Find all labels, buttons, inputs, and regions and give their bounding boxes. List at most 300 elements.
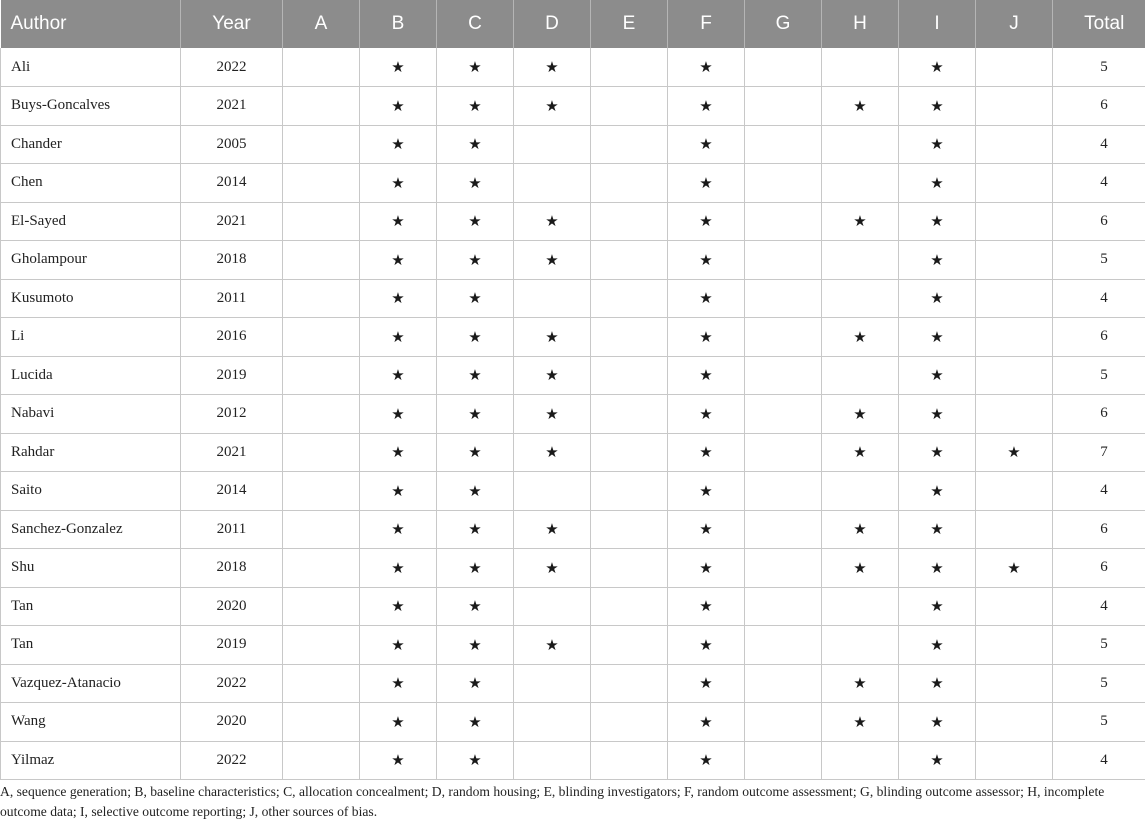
table-row [1,87,1145,126]
criterion-g-cell [745,48,822,87]
star-icon: ★ [853,674,867,693]
criterion-e-cell [591,279,668,318]
criterion-c-cell [437,395,514,434]
total-cell: 6 [1053,395,1145,434]
star-icon: ★ [930,443,944,462]
criterion-i-cell [899,48,976,87]
star-icon: ★ [930,674,944,693]
criterion-c-cell [437,510,514,549]
star-icon: ★ [930,212,944,231]
author-cell: Chen [1,164,181,203]
star-icon: ★ [699,135,713,154]
star-icon: ★ [545,212,559,231]
criterion-a-cell [283,87,360,126]
star-icon: ★ [468,58,482,76]
star-icon: ★ [391,751,405,770]
star-icon: ★ [699,481,713,500]
table-row [1,703,1145,742]
criterion-f-cell [668,164,745,203]
criterion-a-cell [283,356,360,395]
total-cell: 4 [1053,587,1145,626]
criterion-j-cell [976,703,1053,742]
table-row [1,433,1145,472]
criterion-j-cell [976,356,1053,395]
author-cell: Wang [1,703,181,742]
criterion-f-cell [668,549,745,588]
criterion-e-cell [591,87,668,126]
star-icon: ★ [545,96,559,115]
author-cell: El-Sayed [1,202,181,241]
total-cell: 4 [1053,125,1145,164]
table-row [1,318,1145,357]
criterion-d-cell [514,202,591,241]
author-cell: Nabavi [1,395,181,434]
criterion-j-cell [976,472,1053,511]
criterion-j-cell [976,549,1053,588]
star-icon: ★ [853,558,867,577]
criterion-i-cell [899,587,976,626]
year-cell: 2014 [181,164,283,203]
table-row [1,202,1145,241]
author-cell: Sanchez-Gonzalez [1,510,181,549]
star-icon: ★ [699,212,713,231]
column-header-i: I [899,0,976,48]
criterion-g-cell [745,318,822,357]
criterion-c-cell [437,125,514,164]
total-cell: 4 [1053,164,1145,203]
criterion-f-cell [668,87,745,126]
criterion-e-cell [591,318,668,357]
author-cell: Lucida [1,356,181,395]
criterion-g-cell [745,472,822,511]
criterion-g-cell [745,703,822,742]
criterion-c-cell [437,626,514,665]
total-cell: 5 [1053,664,1145,703]
criterion-j-cell [976,318,1053,357]
star-icon: ★ [468,751,482,770]
star-icon: ★ [853,520,867,539]
criterion-f-cell [668,510,745,549]
criterion-e-cell [591,48,668,87]
star-icon: ★ [545,635,559,654]
column-header-total: Total [1053,0,1145,48]
star-icon: ★ [468,135,482,154]
criterion-c-cell [437,356,514,395]
criterion-a-cell [283,318,360,357]
star-icon: ★ [468,289,482,308]
criterion-a-cell [283,664,360,703]
criterion-a-cell [283,741,360,780]
year-cell: 2018 [181,241,283,280]
criterion-j-cell [976,241,1053,280]
criterion-j-cell [976,164,1053,203]
criterion-a-cell [283,472,360,511]
star-icon: ★ [699,674,713,693]
star-icon: ★ [853,712,867,731]
star-icon: ★ [699,751,713,770]
criterion-d-cell [514,164,591,203]
criterion-h-cell [822,48,899,87]
star-icon: ★ [930,173,944,192]
star-icon: ★ [930,751,944,770]
star-icon: ★ [1007,558,1021,577]
criterion-a-cell [283,395,360,434]
criterion-i-cell [899,318,976,357]
table-row [1,472,1145,511]
criterion-i-cell [899,626,976,665]
criterion-i-cell [899,741,976,780]
criterion-i-cell [899,87,976,126]
criterion-h-cell [822,626,899,665]
criterion-e-cell [591,241,668,280]
criterion-e-cell [591,703,668,742]
table-header [1,0,1145,48]
criterion-i-cell [899,549,976,588]
star-icon: ★ [699,173,713,192]
criterion-c-cell [437,549,514,588]
criterion-f-cell [668,48,745,87]
criterion-e-cell [591,395,668,434]
star-icon: ★ [930,404,944,423]
criterion-j-cell [976,48,1053,87]
star-icon: ★ [545,58,559,76]
criterion-a-cell [283,433,360,472]
criterion-i-cell [899,433,976,472]
criterion-g-cell [745,164,822,203]
star-icon: ★ [391,212,405,231]
table-row [1,664,1145,703]
star-icon: ★ [930,712,944,731]
star-icon: ★ [930,558,944,577]
star-icon: ★ [545,327,559,346]
author-cell: Yilmaz [1,741,181,780]
year-cell: 2022 [181,741,283,780]
table-row [1,510,1145,549]
star-icon: ★ [930,327,944,346]
column-header-j: J [976,0,1053,48]
criterion-g-cell [745,549,822,588]
star-icon: ★ [468,366,482,385]
criterion-b-cell [360,48,437,87]
column-header-a: A [283,0,360,48]
criterion-e-cell [591,664,668,703]
criterion-b-cell [360,664,437,703]
star-icon: ★ [930,250,944,269]
criterion-c-cell [437,703,514,742]
author-cell: Ali [1,48,181,87]
author-cell: Tan [1,626,181,665]
column-header-f: F [668,0,745,48]
criterion-g-cell [745,587,822,626]
criterion-f-cell [668,472,745,511]
criterion-h-cell [822,741,899,780]
star-icon: ★ [391,404,405,423]
criterion-j-cell [976,433,1053,472]
criterion-f-cell [668,318,745,357]
star-icon: ★ [545,443,559,462]
year-cell: 2019 [181,356,283,395]
criterion-c-cell [437,472,514,511]
criterion-d-cell [514,395,591,434]
criterion-d-cell [514,87,591,126]
star-icon: ★ [699,443,713,462]
criterion-c-cell [437,202,514,241]
criterion-i-cell [899,241,976,280]
criterion-i-cell [899,395,976,434]
year-cell: 2011 [181,510,283,549]
star-icon: ★ [468,674,482,693]
criterion-i-cell [899,202,976,241]
star-icon: ★ [699,597,713,616]
criterion-f-cell [668,395,745,434]
criterion-j-cell [976,741,1053,780]
criterion-g-cell [745,125,822,164]
table-row [1,279,1145,318]
author-cell: Li [1,318,181,357]
criterion-b-cell [360,472,437,511]
author-cell: Rahdar [1,433,181,472]
column-header-g: G [745,0,822,48]
criterion-a-cell [283,626,360,665]
year-cell: 2011 [181,279,283,318]
star-icon: ★ [468,404,482,423]
criterion-g-cell [745,741,822,780]
star-icon: ★ [853,404,867,423]
star-icon: ★ [468,173,482,192]
criterion-h-cell [822,125,899,164]
criterion-e-cell [591,510,668,549]
criterion-d-cell [514,241,591,280]
criterion-b-cell [360,549,437,588]
criterion-d-cell [514,356,591,395]
table-row [1,125,1145,164]
star-icon: ★ [699,366,713,385]
table-row [1,549,1145,588]
criterion-d-cell [514,510,591,549]
star-icon: ★ [699,558,713,577]
criterion-e-cell [591,125,668,164]
criterion-c-cell [437,433,514,472]
criterion-h-cell [822,433,899,472]
total-cell: 5 [1053,626,1145,665]
star-icon: ★ [930,520,944,539]
star-icon: ★ [468,96,482,115]
column-header-c: C [437,0,514,48]
year-cell: 2022 [181,48,283,87]
star-icon: ★ [545,520,559,539]
criterion-h-cell [822,279,899,318]
star-icon: ★ [391,712,405,731]
column-header-d: D [514,0,591,48]
criterion-c-cell [437,741,514,780]
total-cell: 6 [1053,510,1145,549]
criterion-i-cell [899,510,976,549]
criterion-d-cell [514,549,591,588]
star-icon: ★ [468,558,482,577]
author-cell: Chander [1,125,181,164]
column-header-author: Author [1,0,181,48]
star-icon: ★ [391,597,405,616]
criterion-b-cell [360,241,437,280]
star-icon: ★ [468,712,482,731]
star-icon: ★ [391,250,405,269]
star-icon: ★ [699,250,713,269]
criterion-c-cell [437,664,514,703]
star-icon: ★ [391,96,405,115]
star-icon: ★ [468,481,482,500]
star-icon: ★ [699,635,713,654]
criterion-b-cell [360,279,437,318]
table-row [1,626,1145,665]
criterion-d-cell [514,125,591,164]
criterion-f-cell [668,241,745,280]
table-row [1,395,1145,434]
criterion-e-cell [591,472,668,511]
criterion-i-cell [899,164,976,203]
criterion-j-cell [976,664,1053,703]
criterion-a-cell [283,241,360,280]
star-icon: ★ [391,58,405,76]
criterion-b-cell [360,87,437,126]
criterion-d-cell [514,48,591,87]
criterion-e-cell [591,356,668,395]
criterion-h-cell [822,356,899,395]
table-row [1,241,1145,280]
criterion-e-cell [591,626,668,665]
criterion-b-cell [360,433,437,472]
year-cell: 2022 [181,664,283,703]
criterion-f-cell [668,433,745,472]
criterion-g-cell [745,87,822,126]
criterion-j-cell [976,125,1053,164]
criterion-a-cell [283,48,360,87]
table-row [1,164,1145,203]
total-cell: 6 [1053,87,1145,126]
star-icon: ★ [853,327,867,346]
criterion-h-cell [822,664,899,703]
star-icon: ★ [391,674,405,693]
column-header-e: E [591,0,668,48]
year-cell: 2014 [181,472,283,511]
criterion-b-cell [360,587,437,626]
year-cell: 2020 [181,703,283,742]
year-cell: 2021 [181,433,283,472]
star-icon: ★ [391,481,405,500]
criterion-b-cell [360,202,437,241]
total-cell: 5 [1053,703,1145,742]
year-cell: 2005 [181,125,283,164]
author-cell: Buys-Goncalves [1,87,181,126]
criterion-e-cell [591,549,668,588]
criterion-a-cell [283,587,360,626]
criterion-a-cell [283,164,360,203]
criterion-c-cell [437,164,514,203]
star-icon: ★ [391,327,405,346]
star-icon: ★ [930,366,944,385]
criterion-h-cell [822,703,899,742]
criterion-j-cell [976,395,1053,434]
table-footnote: A, sequence generation; B, baseline characteristics; C, allocation concealment; D, random housing; E, blinding investigators; F, random outcome assessment; G, blinding outcome assessor; H, incomplete outcome data; I, selective outcome reporting; J, other sources of bias. [0,784,1105,819]
star-icon: ★ [391,558,405,577]
criterion-h-cell [822,587,899,626]
criterion-d-cell [514,741,591,780]
criterion-j-cell [976,587,1053,626]
header-row [1,0,1145,48]
criterion-b-cell [360,125,437,164]
criterion-i-cell [899,472,976,511]
criterion-d-cell [514,703,591,742]
author-cell: Shu [1,549,181,588]
year-cell: 2018 [181,549,283,588]
star-icon: ★ [545,558,559,577]
criterion-i-cell [899,356,976,395]
criterion-e-cell [591,164,668,203]
star-icon: ★ [853,96,867,115]
column-header-h: H [822,0,899,48]
criterion-a-cell [283,703,360,742]
star-icon: ★ [699,404,713,423]
star-icon: ★ [853,212,867,231]
star-icon: ★ [545,366,559,385]
column-header-year: Year [181,0,283,48]
criterion-g-cell [745,356,822,395]
total-cell: 5 [1053,48,1145,87]
criterion-h-cell [822,395,899,434]
star-icon: ★ [391,135,405,154]
star-icon: ★ [468,327,482,346]
star-icon: ★ [930,96,944,115]
criterion-b-cell [360,510,437,549]
criterion-j-cell [976,87,1053,126]
criterion-g-cell [745,279,822,318]
criterion-c-cell [437,279,514,318]
criterion-h-cell [822,472,899,511]
criterion-f-cell [668,741,745,780]
criterion-c-cell [437,87,514,126]
criterion-c-cell [437,241,514,280]
author-cell: Kusumoto [1,279,181,318]
total-cell: 7 [1053,433,1145,472]
criterion-b-cell [360,395,437,434]
criterion-j-cell [976,626,1053,665]
criterion-f-cell [668,356,745,395]
star-icon: ★ [391,520,405,539]
criterion-h-cell [822,318,899,357]
criterion-d-cell [514,664,591,703]
criterion-a-cell [283,202,360,241]
star-icon: ★ [391,635,405,654]
star-icon: ★ [468,250,482,269]
criterion-f-cell [668,626,745,665]
year-cell: 2012 [181,395,283,434]
criterion-d-cell [514,626,591,665]
criterion-h-cell [822,164,899,203]
star-icon: ★ [699,327,713,346]
criterion-h-cell [822,549,899,588]
criterion-b-cell [360,318,437,357]
star-icon: ★ [930,635,944,654]
column-header-b: B [360,0,437,48]
criterion-g-cell [745,395,822,434]
criterion-e-cell [591,202,668,241]
total-cell: 4 [1053,279,1145,318]
criterion-b-cell [360,356,437,395]
star-icon: ★ [699,58,713,76]
criterion-a-cell [283,549,360,588]
criterion-d-cell [514,433,591,472]
total-cell: 5 [1053,241,1145,280]
criterion-h-cell [822,87,899,126]
